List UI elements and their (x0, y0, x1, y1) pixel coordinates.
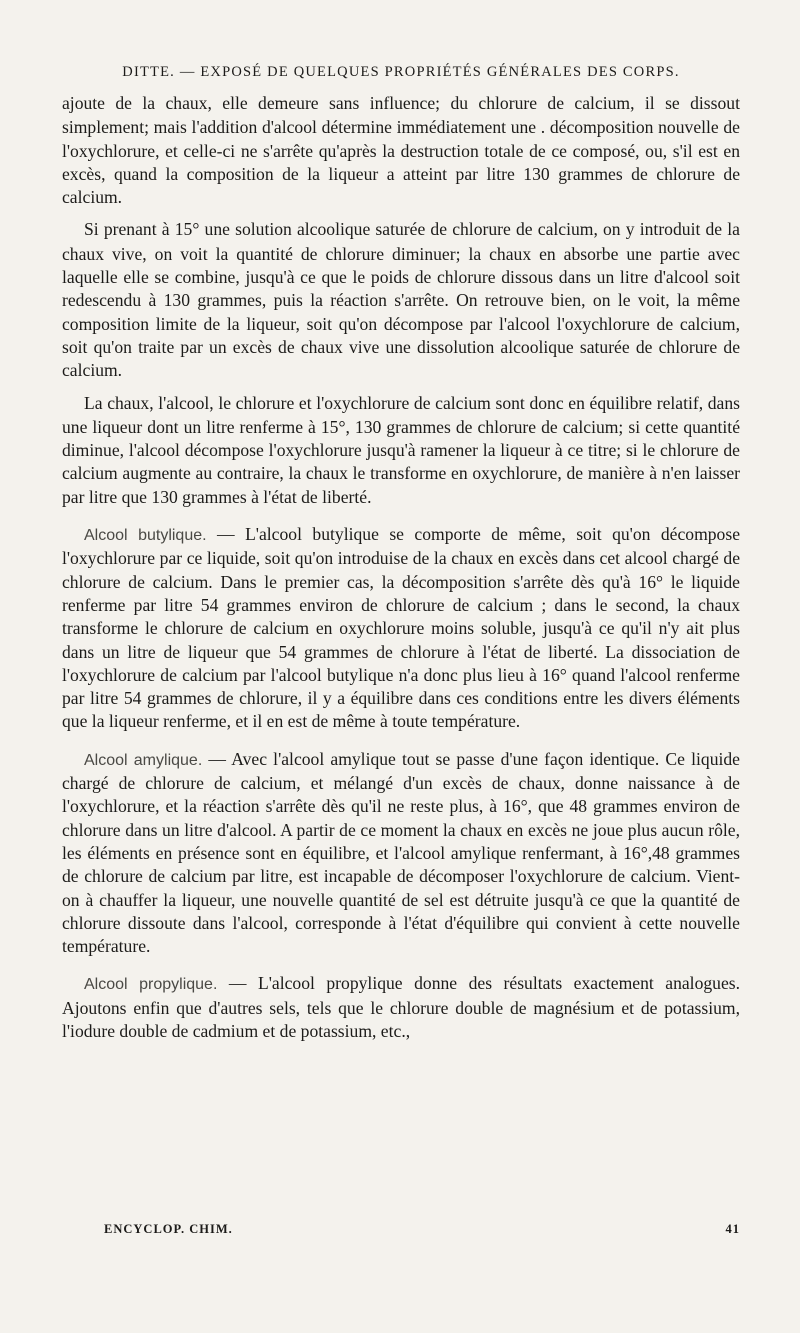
paragraph-text: Si prenant à 15° une solution alcoolique saturée de chlorure de calcium, on y introduit de la chaux vive, on voit la quantité de chlorure diminuer; la chaux en absorbe une partie avec laquelle elle se combine, jusqu'à ce que le poids de chlorure dissous dans un litre d'alcool soit redescendu à 130 grammes, puis la réaction s'arrête. On retrouve bien, on le voit, la même composition limite de la liqueur, soit qu'on décompose par l'alcool l'oxychlorure de calcium, soit qu'on traite par un excès de chaux vive une dissolution alcoolique saturée de chlorure de calcium. (62, 219, 740, 381)
paragraph-1 (62, 92, 740, 209)
page-number: 41 (725, 1222, 740, 1236)
paragraph-text: — L'alcool propylique donne des résultats exactement analogues. Ajoutons enfin que d'autres sels, tels que le chlorure double de magnésium et de potassium, l'iodure double de cadmium et de potassium, etc., (62, 973, 741, 1041)
running-head: DITTE. — EXPOSÉ DE QUELQUES PROPRIÉTÉS GÉNÉRALES DES CORPS. (122, 64, 680, 80)
paragraph-text: La chaux, l'alcool, le chlorure et l'oxychlorure de calcium sont donc en équilibre relatif, dans une liqueur dont un litre renferme à 15°, 130 grammes de chlorure de calcium; si cette quantité diminue, l'alcool décompose l'oxychlorure jusqu'à ramener la liqueur à ce titre; si le chlorure de calcium augmente au contraire, la chaux le transforme en oxychlorure, de manière à n'en laisser par litre que 130 grammes à l'état de liberté. (62, 392, 740, 507)
paragraph-lead: Alcool amylique. (84, 751, 203, 769)
paragraph-text: — L'alcool butylique se comporte de même, soit qu'on décompose l'oxychlorure par ce liquide, soit qu'on introduise de la chaux en excès dans cet alcool chargé de chlorure de calcium. Dans le premier cas, la décomposition s'arrête dès qu'à 16° le liquide renferme par litre 54 grammes environ de chlorure de calcium ; dans le second, la chaux transforme le chlorure de calcium en oxychlorure moins soluble, jusqu'à ce qu'il n'y ait plus dans un litre de liqueur que 54 grammes de chlorure à l'état de liberté. La dissociation de l'oxychlorure de calcium par l'alcool butylique n'a donc plus lieu à 16° quand l'alcool renferme par litre 54 grammes de chlorure, il y a équilibre dans ces conditions entre les divers éléments que la liqueur renferme, et il en est de même à toute température. (62, 524, 741, 732)
paragraph-alcool-amylique (62, 748, 740, 959)
signature-mark: ENCYCLOP. CHIM. (104, 1222, 233, 1236)
paragraph-text: ajoute de la chaux, elle demeure sans influence; du chlorure de calcium, il se dissout simplement; mais l'addition d'alcool détermine immédiatement une . décomposition nouvelle de l'oxychlorure, et celle-ci ne s'arrête qu'après la destruction totale de ce composé, ou, s'il est en excès, quand la composition de la liqueur a atteint par litre 130 grammes de chlorure de calcium. (62, 93, 740, 208)
paragraph-3 (62, 392, 740, 509)
paragraph-lead: Alcool propylique. (84, 976, 218, 994)
paragraph-lead: Alcool butylique. (84, 527, 207, 545)
page-footer (104, 1222, 740, 1237)
paragraph-alcool-propylique (62, 972, 740, 1043)
paragraph-2 (62, 218, 740, 382)
paragraph-text: — Avec l'alcool amylique tout se passe d'une façon identique. Ce liquide chargé de chlorure de calcium, et mélangé d'un excès de chaux, donne naissance à de l'oxychlorure, et la réaction s'arrête dès qu'il ne reste plus, à 16°, que 48 grammes environ de chlorure dans un litre d'alcool. A partir de ce moment la chaux en excès ne joue plus aucun rôle, les éléments en présence sont en équilibre, et l'alcool amylique renfermant, à 16°,48 grammes de chlorure de calcium par litre, est incapable de décomposer l'oxychlorure de calcium. Vient-on à chauffer la liqueur, une nouvelle quantité de sel est détruite jusqu'à ce que la quantité de chlorure dissoute dans l'alcool, corresponde à l'état d'équilibre qui convient à cette nouvelle température. (62, 748, 740, 957)
body-text (62, 92, 740, 1043)
paragraph-alcool-butylique (62, 523, 740, 734)
